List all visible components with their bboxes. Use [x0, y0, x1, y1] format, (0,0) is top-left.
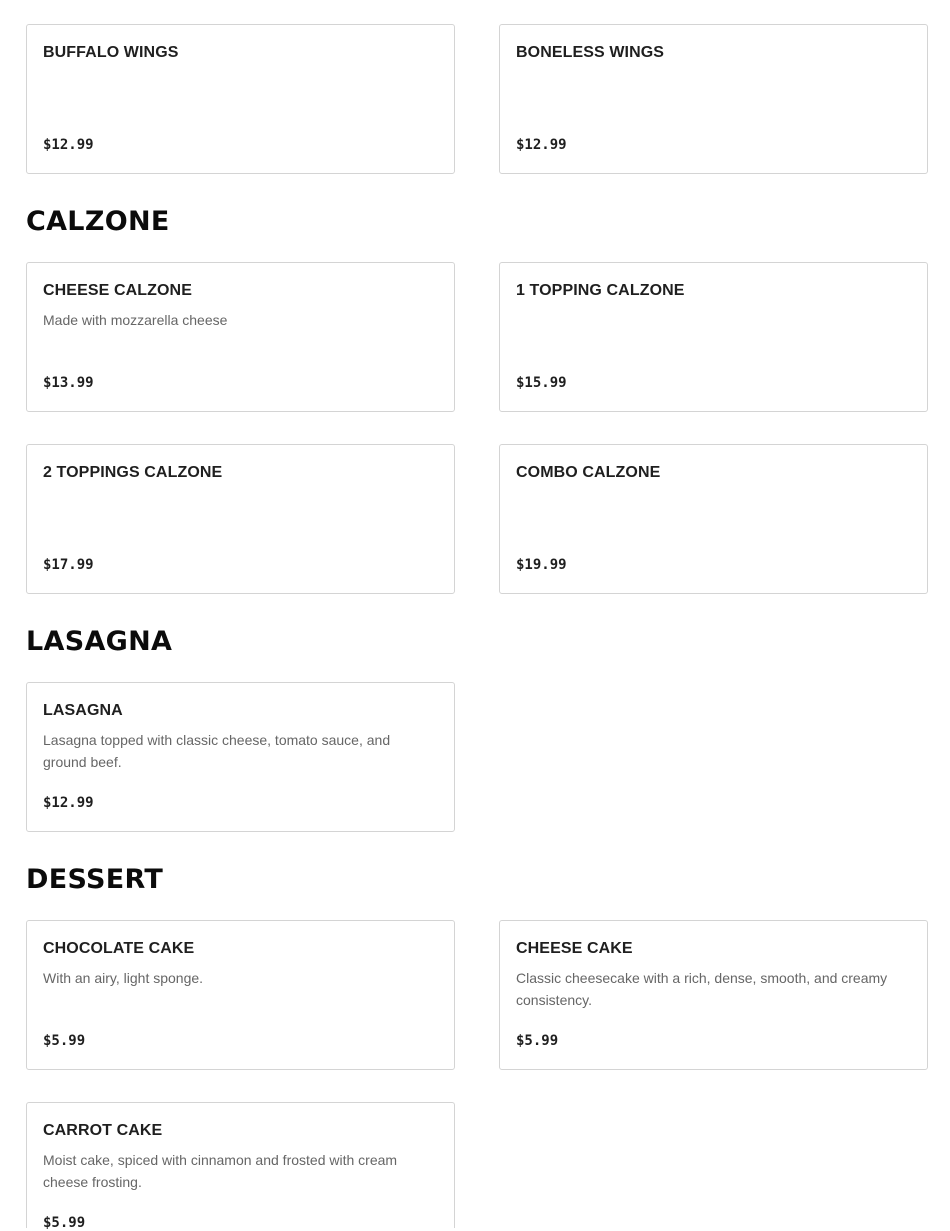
menu-item-card[interactable] [499, 920, 928, 1070]
item-name: CHOCOLATE CAKE [43, 940, 195, 957]
item-description: Made with mozzarella cheese [43, 312, 228, 328]
item-price: $12.99 [43, 795, 94, 811]
item-name: CHEESE CALZONE [43, 282, 192, 299]
item-name: 2 TOPPINGS CALZONE [43, 464, 223, 481]
item-description: Moist cake, spiced with cinnamon and frosted with cream cheese frosting. [43, 1152, 398, 1190]
item-price: $15.99 [516, 375, 567, 391]
item-description: Classic cheesecake with a rich, dense, smooth, and creamy consistency. [516, 970, 888, 1008]
menu-item-card[interactable] [499, 24, 928, 174]
item-description: With an airy, light sponge. [43, 970, 204, 986]
item-name: LASAGNA [43, 702, 123, 719]
item-name: BUFFALO WINGS [43, 44, 179, 61]
menu-item-card[interactable] [499, 444, 928, 594]
section-title-calzone: CALZONE [26, 206, 170, 237]
item-price: $13.99 [43, 375, 94, 391]
item-price: $12.99 [43, 137, 94, 153]
menu-item-card[interactable] [26, 24, 455, 174]
item-description: Lasagna topped with classic cheese, tomato sauce, and ground beef. [43, 732, 391, 770]
item-price: $5.99 [43, 1215, 86, 1231]
item-name: CHEESE CAKE [516, 940, 633, 957]
menu-item-card[interactable] [26, 682, 455, 832]
item-price: $12.99 [516, 137, 567, 153]
item-name: 1 TOPPING CALZONE [516, 282, 685, 299]
section-title-lasagna: LASAGNA [26, 626, 173, 657]
item-price: $5.99 [43, 1033, 86, 1049]
item-name: BONELESS WINGS [516, 44, 665, 61]
item-price: $5.99 [516, 1033, 559, 1049]
menu-item-card[interactable] [26, 920, 455, 1070]
item-name: COMBO CALZONE [516, 464, 661, 481]
item-price: $17.99 [43, 557, 94, 573]
menu-item-card[interactable] [26, 1102, 455, 1231]
menu-item-card[interactable] [26, 444, 455, 594]
section-title-dessert: DESSERT [26, 864, 164, 895]
item-price: $19.99 [516, 557, 567, 573]
menu-item-card[interactable] [26, 262, 455, 412]
menu-item-card[interactable] [499, 262, 928, 412]
item-name: CARROT CAKE [43, 1122, 163, 1139]
